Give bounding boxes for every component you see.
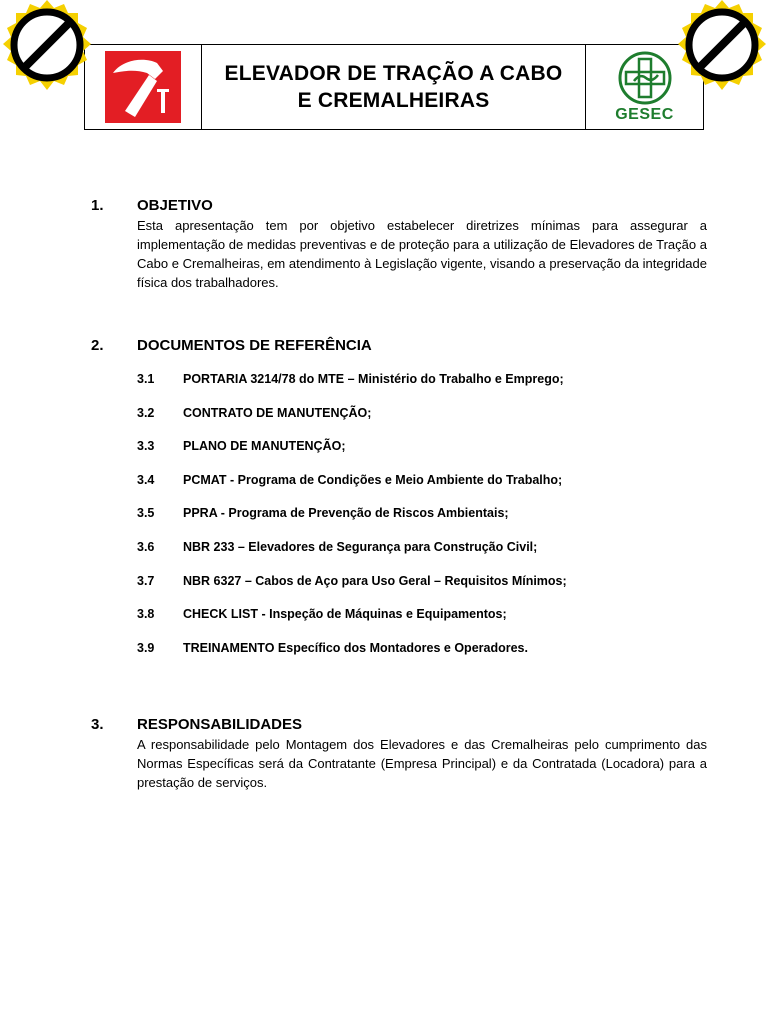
list-item [137, 372, 707, 406]
list-item [137, 439, 707, 473]
section-objetivo [91, 197, 707, 292]
list-item-text: PCMAT - Programa de Condições e Meio Ambiente do Trabalho; [183, 472, 563, 487]
list-item-text: CONTRATO DE MANUTENÇÃO; [183, 405, 372, 420]
list-item [137, 406, 707, 440]
prohibition-seal-icon [674, 0, 768, 94]
gesec-logo-text: GESEC [615, 105, 674, 123]
document-header [84, 44, 704, 130]
list-item-text: TREINAMENTO Específico dos Montadores e Operadores. [183, 640, 528, 655]
prohibition-seal-icon [0, 0, 95, 94]
header-title-cell [202, 45, 586, 129]
section-documentos [91, 337, 707, 674]
list-item-number: 3.2 [137, 405, 155, 420]
list-item-number: 3.9 [137, 640, 155, 655]
list-item-text: NBR 6327 – Cabos de Aço para Uso Geral – Requisitos Mínimos; [183, 573, 567, 588]
list-item-number: 3.3 [137, 439, 155, 454]
section-title: RESPONSABILIDADES [137, 716, 303, 733]
section-title: OBJETIVO [137, 197, 213, 214]
list-item-text: PLANO DE MANUTENÇÃO; [183, 439, 346, 454]
list-item-number: 3.8 [137, 607, 155, 622]
section-body: A responsabilidade pelo Montagem dos Elevadores e das Cremalheiras pelo cumprimento das Normas Específicas será da Contratante (Empresa Principal) e da Contratada (Locadora) para a prestação de serviços. [137, 737, 707, 790]
list-item [137, 607, 707, 641]
list-item-text: PORTARIA 3214/78 do MTE – Ministério do Trabalho e Emprego; [183, 372, 564, 386]
list-item [137, 574, 707, 608]
list-item-number: 3.1 [137, 372, 155, 386]
list-item-text: CHECK LIST - Inspeção de Máquinas e Equipamentos; [183, 607, 507, 622]
section-number: 3. [91, 716, 104, 733]
gesec-cross-hands-icon [616, 51, 674, 105]
section-title: DOCUMENTOS DE REFERÊNCIA [137, 337, 372, 354]
section-number: 1. [91, 197, 104, 214]
list-item-number: 3.6 [137, 539, 155, 554]
section-body: Esta apresentação tem por objetivo estabelecer diretrizes mínimas para assegurar a implementação de medidas preventivas e de proteção para a utilização de Elevadores de Tração a Cabo e Cremalheiras, em atendimento à Legislação vigente, visando a preservação da integridade física dos trabalhadores. [137, 218, 707, 290]
list-item-number: 3.5 [137, 506, 155, 521]
hammer-logo-icon [105, 51, 181, 123]
page-title-line1: ELEVADOR DE TRAÇÃO A CABO [224, 62, 563, 85]
section-responsabilidades [91, 716, 707, 792]
list-item-text: PPRA - Programa de Prevenção de Riscos Ambientais; [183, 506, 509, 521]
page-title-line2: E CREMALHEIRAS [297, 89, 490, 112]
list-item [137, 506, 707, 540]
reference-list [137, 372, 707, 674]
list-item [137, 473, 707, 507]
list-item [137, 641, 707, 675]
list-item-number: 3.4 [137, 472, 155, 487]
section-number: 2. [91, 337, 104, 354]
list-item [137, 540, 707, 574]
list-item-number: 3.7 [137, 573, 155, 588]
company-logo-left [85, 45, 202, 129]
list-item-text: NBR 233 – Elevadores de Segurança para Construção Civil; [183, 539, 538, 554]
